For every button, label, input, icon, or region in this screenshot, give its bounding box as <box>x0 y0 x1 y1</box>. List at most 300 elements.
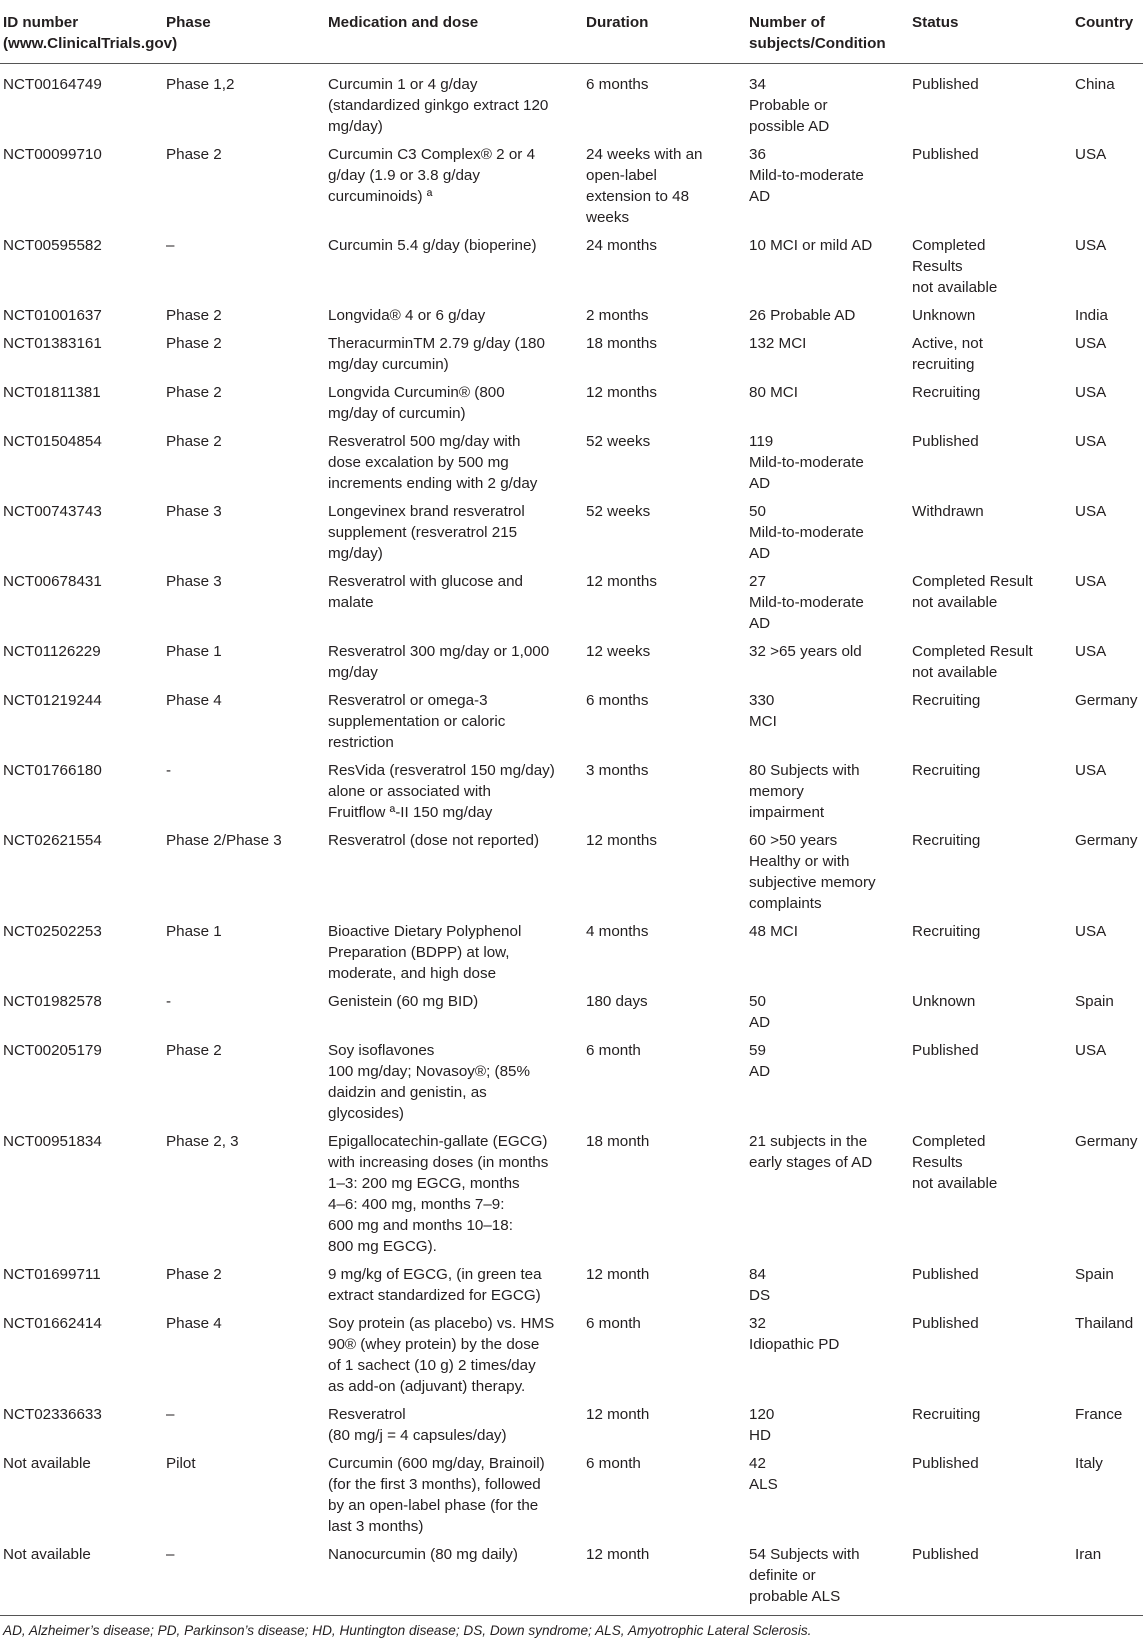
cell-text: – <box>166 1546 175 1563</box>
column-header-text: Phase <box>166 14 211 31</box>
cell-text: MCI <box>749 713 777 730</box>
cell-text: Phase 2 <box>166 307 222 324</box>
cell-text: Mild-to-moderate <box>749 167 864 184</box>
cell-country <box>1071 498 1143 568</box>
cell-text: USA <box>1075 923 1107 940</box>
cell-id-number <box>0 1401 162 1450</box>
column-header-id-number <box>0 0 178 64</box>
cell-text: Longvida Curcumin® (800 <box>328 384 505 401</box>
cell-text: 18 months <box>586 335 657 352</box>
cell-text: AD <box>749 545 771 562</box>
cell-status <box>908 1541 1071 1616</box>
cell-text: by an open-label phase (for the <box>328 1497 539 1514</box>
cell-text: Recruiting <box>912 832 981 849</box>
cell-text: Phase 1 <box>166 643 222 660</box>
cell-text: India <box>1075 307 1108 324</box>
cell-id-number <box>0 330 162 379</box>
column-header-phase <box>162 0 324 64</box>
cell-text: alone or associated with <box>328 783 491 800</box>
cell-duration <box>582 1450 745 1541</box>
cell-text: possible AD <box>749 118 830 135</box>
cell-text: Pilot <box>166 1455 196 1472</box>
cell-phase <box>162 568 324 638</box>
table-row <box>0 141 1143 232</box>
cell-status <box>908 232 1071 302</box>
cell-text: Unknown <box>912 307 976 324</box>
cell-text: Published <box>912 1315 979 1332</box>
cell-text: NCT01982578 <box>3 993 102 1010</box>
cell-phase <box>162 1401 324 1450</box>
cell-text: 52 weeks <box>586 433 651 450</box>
cell-text: 42 <box>749 1455 766 1472</box>
cell-text: Published <box>912 1042 979 1059</box>
cell-text: 21 subjects in the <box>749 1133 868 1150</box>
cell-country <box>1071 568 1143 638</box>
cell-text: Resveratrol <box>328 1406 406 1423</box>
cell-country <box>1071 1310 1143 1401</box>
cell-phase <box>162 757 324 827</box>
cell-country <box>1071 1450 1143 1541</box>
cell-medication-and-dose <box>324 302 582 330</box>
cell-medication-and-dose <box>324 827 582 918</box>
cell-phase <box>162 1310 324 1401</box>
cell-text: Probable or <box>749 97 828 114</box>
cell-status <box>908 757 1071 827</box>
cell-text: - <box>166 762 172 779</box>
cell-text: Results <box>912 1154 963 1171</box>
cell-text: 12 weeks <box>586 643 651 660</box>
cell-text: 18 month <box>586 1133 650 1150</box>
cell-country <box>1071 302 1143 330</box>
cell-country <box>1071 1261 1143 1310</box>
cell-country <box>1071 687 1143 757</box>
cell-status <box>908 1261 1071 1310</box>
cell-medication-and-dose <box>324 379 582 428</box>
cell-country <box>1071 827 1143 918</box>
cell-text: Resveratrol with glucose and <box>328 573 524 590</box>
cell-country <box>1071 64 1143 142</box>
cell-text: Germany <box>1075 692 1138 709</box>
cell-text: Soy protein (as placebo) vs. HMS <box>328 1315 555 1332</box>
cell-country <box>1071 232 1143 302</box>
cell-id-number <box>0 1037 162 1128</box>
cell-text: Curcumin (600 mg/day, Brainoil) <box>328 1455 545 1472</box>
cell-duration <box>582 918 745 988</box>
cell-id-number <box>0 827 162 918</box>
cell-text: Fruitflow ª-II 150 mg/day <box>328 804 493 821</box>
cell-id-number <box>0 918 162 988</box>
column-header-text: Number of <box>749 14 825 31</box>
cell-status <box>908 1401 1071 1450</box>
table-row <box>0 330 1143 379</box>
cell-medication-and-dose <box>324 232 582 302</box>
cell-text: Preparation (BDPP) at low, <box>328 944 510 961</box>
table-row <box>0 918 1143 988</box>
cell-text: Mild-to-moderate <box>749 524 864 541</box>
cell-duration <box>582 1401 745 1450</box>
cell-subjects-condition <box>745 1128 908 1261</box>
header-row <box>0 0 1143 64</box>
cell-text: glycosides) <box>328 1105 404 1122</box>
cell-text: 32 >65 years old <box>749 643 862 660</box>
cell-country <box>1071 428 1143 498</box>
table-body <box>0 64 1143 1616</box>
cell-text: NCT01811381 <box>3 384 101 401</box>
cell-duration <box>582 330 745 379</box>
cell-text: Not available <box>3 1546 91 1563</box>
cell-text: NCT00164749 <box>3 76 102 93</box>
cell-phase <box>162 638 324 687</box>
cell-subjects-condition <box>745 687 908 757</box>
cell-text: with increasing doses (in months <box>328 1154 549 1171</box>
cell-text: Recruiting <box>912 384 981 401</box>
cell-text: 54 Subjects with <box>749 1546 860 1563</box>
cell-text: 12 months <box>586 573 657 590</box>
cell-duration <box>582 1541 745 1616</box>
cell-text: Withdrawn <box>912 503 984 520</box>
cell-id-number <box>0 988 162 1037</box>
cell-phase <box>162 1541 324 1616</box>
cell-status <box>908 428 1071 498</box>
cell-phase <box>162 1450 324 1541</box>
cell-text: extract standardized for EGCG) <box>328 1287 541 1304</box>
cell-country <box>1071 638 1143 687</box>
cell-text: TheracurminTM 2.79 g/day (180 <box>328 335 545 352</box>
cell-country <box>1071 330 1143 379</box>
column-header-text: subjects/Condition <box>749 35 886 52</box>
cell-text: Phase 2 <box>166 1042 222 1059</box>
column-header-text: Duration <box>586 14 649 31</box>
cell-text: 100 mg/day; Novasoy®; (85% <box>328 1063 530 1080</box>
cell-text: Healthy or with <box>749 853 850 870</box>
cell-text: 1–3: 200 mg EGCG, months <box>328 1175 520 1192</box>
cell-medication-and-dose <box>324 1310 582 1401</box>
cell-text: Completed Result <box>912 643 1033 660</box>
cell-medication-and-dose <box>324 1037 582 1128</box>
cell-text: Completed <box>912 237 986 254</box>
cell-medication-and-dose <box>324 330 582 379</box>
cell-medication-and-dose <box>324 757 582 827</box>
cell-text: USA <box>1075 762 1107 779</box>
cell-text: 24 weeks with an <box>586 146 703 163</box>
cell-text: 2 months <box>586 307 649 324</box>
cell-text: curcuminoids) ª <box>328 188 433 205</box>
cell-text: memory <box>749 783 804 800</box>
cell-text: AD <box>749 615 771 632</box>
table-row <box>0 687 1143 757</box>
column-header-text: (www.ClinicalTrials.gov) <box>3 35 178 52</box>
cell-text: Soy isoflavones <box>328 1042 435 1059</box>
cell-text: DS <box>749 1287 771 1304</box>
cell-text: – <box>166 1406 175 1423</box>
cell-country <box>1071 379 1143 428</box>
cell-country <box>1071 1037 1143 1128</box>
cell-text: restriction <box>328 734 394 751</box>
cell-text: ResVida (resveratrol 150 mg/day) <box>328 762 555 779</box>
table-row <box>0 1310 1143 1401</box>
cell-medication-and-dose <box>324 687 582 757</box>
cell-phase <box>162 379 324 428</box>
cell-phase <box>162 918 324 988</box>
cell-text: 6 month <box>586 1042 641 1059</box>
cell-text: Published <box>912 1455 979 1472</box>
cell-text: Phase 2/Phase 3 <box>166 832 282 849</box>
cell-phase <box>162 141 324 232</box>
cell-text: Mild-to-moderate <box>749 594 864 611</box>
cell-id-number <box>0 64 162 142</box>
cell-text: increments ending with 2 g/day <box>328 475 538 492</box>
cell-text: 6 month <box>586 1455 641 1472</box>
cell-text: NCT01383161 <box>3 335 102 352</box>
cell-subjects-condition <box>745 918 908 988</box>
cell-text: early stages of AD <box>749 1154 873 1171</box>
cell-text: NCT01699711 <box>3 1266 101 1283</box>
cell-text: NCT00595582 <box>3 237 102 254</box>
cell-text: Active, not <box>912 335 983 352</box>
cell-text: Idiopathic PD <box>749 1336 840 1353</box>
cell-text: 6 months <box>586 76 649 93</box>
cell-country <box>1071 141 1143 232</box>
cell-text: not available <box>912 664 998 681</box>
cell-text: Resveratrol 300 mg/day or 1,000 <box>328 643 550 660</box>
cell-text: 59 <box>749 1042 766 1059</box>
cell-text: 84 <box>749 1266 766 1283</box>
cell-text: open-label <box>586 167 657 184</box>
cell-text: 180 days <box>586 993 648 1010</box>
cell-status <box>908 64 1071 142</box>
cell-id-number <box>0 638 162 687</box>
column-header-text: ID number <box>3 14 79 31</box>
cell-text: Recruiting <box>912 923 981 940</box>
cell-text: Phase 4 <box>166 692 222 709</box>
cell-duration <box>582 141 745 232</box>
cell-subjects-condition <box>745 1261 908 1310</box>
table-row <box>0 232 1143 302</box>
cell-subjects-condition <box>745 1037 908 1128</box>
cell-status <box>908 1037 1071 1128</box>
cell-status <box>908 498 1071 568</box>
cell-duration <box>582 988 745 1037</box>
cell-text: 26 Probable AD <box>749 307 856 324</box>
cell-text: NCT00743743 <box>3 503 102 520</box>
cell-text: Not available <box>3 1455 91 1472</box>
cell-text: Nanocurcumin (80 mg daily) <box>328 1546 518 1563</box>
cell-medication-and-dose <box>324 1128 582 1261</box>
cell-subjects-condition <box>745 141 908 232</box>
cell-text: mg/day <box>328 664 378 681</box>
cell-text: France <box>1075 1406 1123 1423</box>
cell-text: Spain <box>1075 1266 1114 1283</box>
cell-phase <box>162 428 324 498</box>
cell-text: complaints <box>749 895 822 912</box>
table-row <box>0 988 1143 1037</box>
table-row <box>0 827 1143 918</box>
cell-text: AD <box>749 188 771 205</box>
cell-medication-and-dose <box>324 568 582 638</box>
cell-text: (standardized ginkgo extract 120 <box>328 97 549 114</box>
cell-text: 52 weeks <box>586 503 651 520</box>
cell-text: Germany <box>1075 832 1138 849</box>
cell-text: (80 mg/j = 4 capsules/day) <box>328 1427 507 1444</box>
cell-subjects-condition <box>745 827 908 918</box>
cell-text: 50 <box>749 503 766 520</box>
table-row <box>0 638 1143 687</box>
cell-text: 48 MCI <box>749 923 798 940</box>
cell-text: Thailand <box>1075 1315 1134 1332</box>
cell-text: USA <box>1075 573 1107 590</box>
cell-subjects-condition <box>745 64 908 142</box>
cell-duration <box>582 568 745 638</box>
cell-text: subjective memory <box>749 874 876 891</box>
cell-id-number <box>0 1128 162 1261</box>
cell-phase <box>162 1261 324 1310</box>
cell-text: extension to 48 <box>586 188 690 205</box>
cell-id-number <box>0 141 162 232</box>
cell-text: 80 Subjects with <box>749 762 860 779</box>
cell-text: 6 month <box>586 1315 641 1332</box>
table-row <box>0 1128 1143 1261</box>
cell-status <box>908 302 1071 330</box>
cell-text: mg/day curcumin) <box>328 356 449 373</box>
cell-status <box>908 988 1071 1037</box>
cell-text: 50 <box>749 993 766 1010</box>
column-header-medication-and-dose <box>324 0 582 64</box>
cell-text: – <box>166 237 175 254</box>
cell-text: 4–6: 400 mg, months 7–9: <box>328 1196 505 1213</box>
cell-text: 24 months <box>586 237 657 254</box>
table-row <box>0 302 1143 330</box>
cell-text: 10 MCI or mild AD <box>749 237 873 254</box>
cell-text: NCT00678431 <box>3 573 102 590</box>
cell-id-number <box>0 687 162 757</box>
cell-subjects-condition <box>745 757 908 827</box>
cell-text: 132 MCI <box>749 335 807 352</box>
cell-text: Curcumin 5.4 g/day (bioperine) <box>328 237 537 254</box>
cell-status <box>908 1128 1071 1261</box>
cell-medication-and-dose <box>324 1401 582 1450</box>
cell-text: Resveratrol or omega-3 <box>328 692 488 709</box>
cell-text: Longvida® 4 or 6 g/day <box>328 307 486 324</box>
cell-text: mg/day) <box>328 545 383 562</box>
cell-medication-and-dose <box>324 918 582 988</box>
cell-medication-and-dose <box>324 988 582 1037</box>
cell-text: USA <box>1075 335 1107 352</box>
cell-duration <box>582 757 745 827</box>
cell-text: dose excalation by 500 mg <box>328 454 509 471</box>
cell-text: 32 <box>749 1315 766 1332</box>
cell-id-number <box>0 757 162 827</box>
cell-text: AD <box>749 475 771 492</box>
table-row <box>0 1261 1143 1310</box>
cell-text: Completed <box>912 1133 986 1150</box>
cell-text: 27 <box>749 573 766 590</box>
cell-id-number <box>0 568 162 638</box>
cell-status <box>908 687 1071 757</box>
cell-subjects-condition <box>745 1401 908 1450</box>
cell-text: NCT02621554 <box>3 832 102 849</box>
cell-text: USA <box>1075 433 1107 450</box>
cell-status <box>908 141 1071 232</box>
cell-status <box>908 379 1071 428</box>
cell-country <box>1071 918 1143 988</box>
cell-text: NCT01766180 <box>3 762 102 779</box>
cell-text: NCT02502253 <box>3 923 102 940</box>
table-row <box>0 64 1143 142</box>
cell-country <box>1071 757 1143 827</box>
cell-medication-and-dose <box>324 64 582 142</box>
cell-text: 60 >50 years <box>749 832 838 849</box>
cell-text: Germany <box>1075 1133 1138 1150</box>
cell-phase <box>162 498 324 568</box>
cell-phase <box>162 1128 324 1261</box>
cell-id-number <box>0 302 162 330</box>
cell-id-number <box>0 1261 162 1310</box>
cell-id-number <box>0 1450 162 1541</box>
cell-text: Curcumin 1 or 4 g/day <box>328 76 478 93</box>
cell-text: NCT01662414 <box>3 1315 102 1332</box>
table-row <box>0 1450 1143 1541</box>
cell-text: Phase 2 <box>166 384 222 401</box>
cell-text: mg/day) <box>328 118 383 135</box>
cell-text: 120 <box>749 1406 775 1423</box>
cell-duration <box>582 232 745 302</box>
cell-text: 119 <box>749 433 774 450</box>
cell-text: Epigallocatechin-gallate (EGCG) <box>328 1133 548 1150</box>
cell-duration <box>582 687 745 757</box>
cell-text: Recruiting <box>912 1406 981 1423</box>
table-row <box>0 568 1143 638</box>
cell-text: AD <box>749 1063 771 1080</box>
column-header-text: Medication and dose <box>328 14 479 31</box>
cell-text: recruiting <box>912 356 975 373</box>
cell-text: Phase 2, 3 <box>166 1133 239 1150</box>
cell-text: NCT01219244 <box>3 692 102 709</box>
cell-text: of 1 sachect (10 g) 2 times/day <box>328 1357 536 1374</box>
cell-subjects-condition <box>745 1310 908 1401</box>
cell-text: 12 month <box>586 1266 650 1283</box>
table-footnote: AD, Alzheimer’s disease; PD, Parkinson’s disease; HD, Huntington disease; DS, Down syndrome; ALS, Amyotrophic Lateral Sclerosis. <box>3 1623 812 1638</box>
cell-medication-and-dose <box>324 638 582 687</box>
cell-text: NCT01001637 <box>3 307 102 324</box>
cell-subjects-condition <box>745 302 908 330</box>
table-row <box>0 1037 1143 1128</box>
cell-text: not available <box>912 594 998 611</box>
cell-text: China <box>1075 76 1115 93</box>
cell-text: Italy <box>1075 1455 1103 1472</box>
cell-text: malate <box>328 594 374 611</box>
cell-text: Phase 2 <box>166 433 222 450</box>
cell-subjects-condition <box>745 428 908 498</box>
cell-text: - <box>166 993 172 1010</box>
column-header-text: Country <box>1075 14 1134 31</box>
cell-text: 3 months <box>586 762 649 779</box>
cell-text: Curcumin C3 Complex® 2 or 4 <box>328 146 536 163</box>
cell-duration <box>582 827 745 918</box>
column-header-status <box>908 0 1071 64</box>
cell-subjects-condition <box>745 568 908 638</box>
cell-text: Spain <box>1075 993 1114 1010</box>
cell-text: definite or <box>749 1567 816 1584</box>
cell-text: supplement (resveratrol 215 <box>328 524 518 541</box>
cell-text: Published <box>912 1546 979 1563</box>
cell-text: mg/day of curcumin) <box>328 405 466 422</box>
cell-text: NCT01126229 <box>3 643 101 660</box>
cell-text: USA <box>1075 146 1107 163</box>
cell-text: Recruiting <box>912 692 981 709</box>
cell-phase <box>162 1037 324 1128</box>
cell-text: 36 <box>749 146 766 163</box>
cell-text: NCT00099710 <box>3 146 102 163</box>
